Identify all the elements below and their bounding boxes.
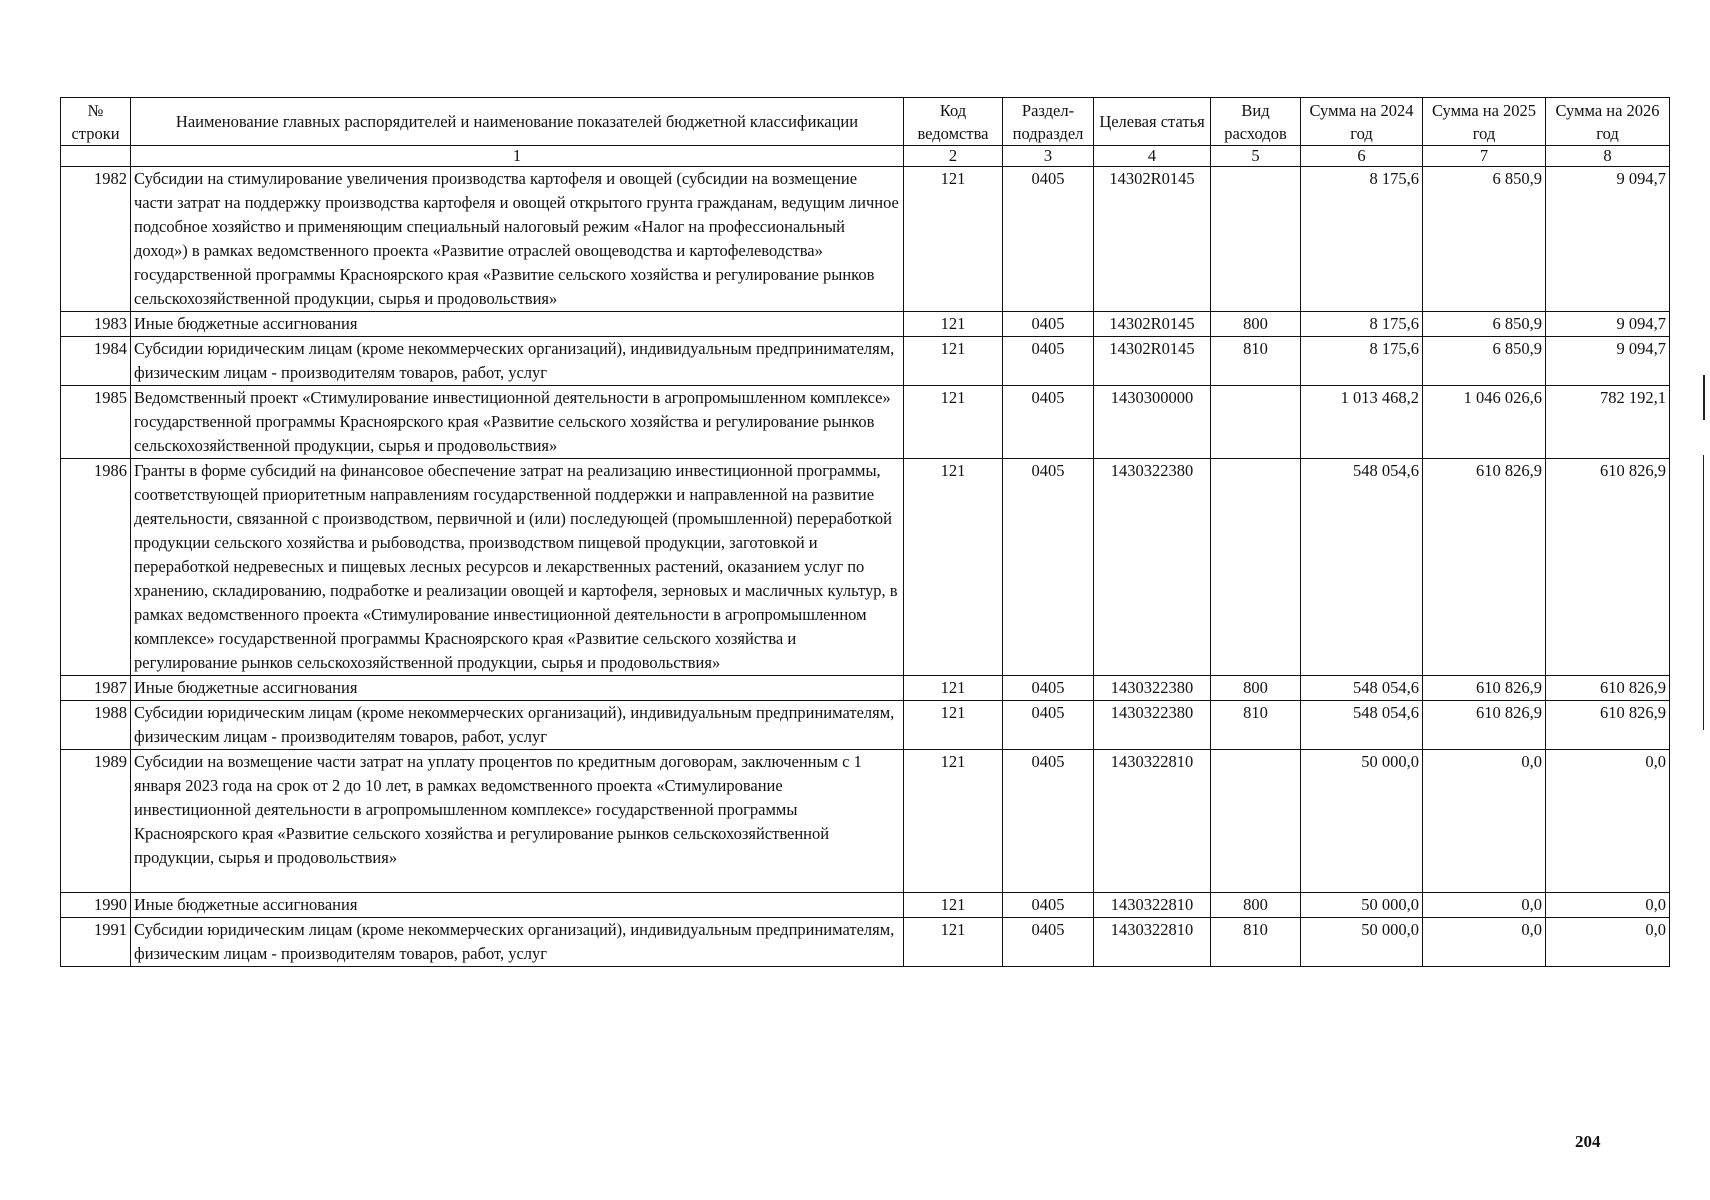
row-name: Иные бюджетные ассигнования — [131, 312, 904, 337]
row-number: 1986 — [61, 459, 131, 676]
row-name: Иные бюджетные ассигнования — [131, 893, 904, 918]
row-name: Субсидии на стимулирование увеличения производства картофеля и овощей (субсидии на возмещение части затрат на поддержку производства картофеля и овощей открытого грунта гражданам, ведущим личное подсобное хозяйство и применяющим специальный налоговый режим «Налог на профессиональный доход») в рамках ведомственного проекта «Развитие отраслей овощеводства и картофелеводства» государственной программы Красноярского края «Развитие сельского хозяйства и регулирование рынков сельскохозяйственной продукции, сырья и продовольствия» — [131, 167, 904, 312]
row-sum-2024: 8 175,6 — [1301, 312, 1423, 337]
header-row-no: № строки — [61, 98, 131, 146]
row-sum-2025: 610 826,9 — [1423, 701, 1546, 750]
row-target-article: 1430322810 — [1094, 750, 1211, 893]
row-name: Субсидии юридическим лицам (кроме некоммерческих организаций), индивидуальным предпринимателям, физическим лицам - производителям товаров, работ, услуг — [131, 701, 904, 750]
row-sum-2024: 8 175,6 — [1301, 167, 1423, 312]
row-number: 1983 — [61, 312, 131, 337]
row-sum-2024: 50 000,0 — [1301, 893, 1423, 918]
header-section: Раздел-подраздел — [1003, 98, 1094, 146]
row-target-article: 1430322380 — [1094, 459, 1211, 676]
header-sum-2024: Сумма на 2024 год — [1301, 98, 1423, 146]
row-expense-type: 810 — [1211, 918, 1301, 967]
row-section: 0405 — [1003, 750, 1094, 893]
row-target-article: 14302R0145 — [1094, 312, 1211, 337]
row-sum-2026: 0,0 — [1546, 750, 1670, 893]
table-row — [61, 893, 1670, 918]
row-expense-type: 800 — [1211, 893, 1301, 918]
row-sum-2024: 50 000,0 — [1301, 750, 1423, 893]
row-target-article: 14302R0145 — [1094, 337, 1211, 386]
row-number: 1982 — [61, 167, 131, 312]
header-target-article: Целевая статья — [1094, 98, 1211, 146]
row-sum-2024: 50 000,0 — [1301, 918, 1423, 967]
row-dept-code: 121 — [904, 918, 1003, 967]
row-number: 1985 — [61, 386, 131, 459]
row-number: 1988 — [61, 701, 131, 750]
budget-table — [60, 97, 1670, 967]
row-sum-2026: 9 094,7 — [1546, 312, 1670, 337]
row-number: 1990 — [61, 893, 131, 918]
table-row — [61, 337, 1670, 386]
row-sum-2024: 548 054,6 — [1301, 459, 1423, 676]
row-sum-2025: 6 850,9 — [1423, 167, 1546, 312]
header-expense-type: Вид расходов — [1211, 98, 1301, 146]
table-row — [61, 750, 1670, 893]
row-dept-code: 121 — [904, 676, 1003, 701]
row-sum-2024: 8 175,6 — [1301, 337, 1423, 386]
row-sum-2026: 9 094,7 — [1546, 167, 1670, 312]
row-sum-2025: 610 826,9 — [1423, 459, 1546, 676]
row-name: Гранты в форме субсидий на финансовое обеспечение затрат на реализацию инвестиционной программы, соответствующей приоритетным направлениям государственной поддержки и направленной на развитие деятельности, связанной с производством, первичной и (или) последующей (промышленной) переработкой продукции сельского хозяйства и рыбоводства, производством пищевой продукции, заготовкой и переработкой недревесных и пищевых лесных ресурсов и лекарственных растений, оказанием услуг по хранению, складированию, подработке и реализации овощей и картофеля, зерновых и масличных культур, в рамках ведомственного проекта «Стимулирование инвестиционной деятельности в агропромышленном комплексе» государственной программы Красноярского края «Развитие сельского хозяйства и регулирование рынков сельскохозяйственной продукции, сырья и продовольствия» — [131, 459, 904, 676]
row-target-article: 14302R0145 — [1094, 167, 1211, 312]
row-target-article: 1430322810 — [1094, 893, 1211, 918]
scan-edge-mark — [1703, 455, 1704, 730]
row-dept-code: 121 — [904, 167, 1003, 312]
row-sum-2026: 782 192,1 — [1546, 386, 1670, 459]
column-number: 8 — [1546, 146, 1670, 167]
table-body — [61, 167, 1670, 967]
row-section: 0405 — [1003, 167, 1094, 312]
row-section: 0405 — [1003, 676, 1094, 701]
row-dept-code: 121 — [904, 893, 1003, 918]
row-section: 0405 — [1003, 337, 1094, 386]
header-sum-2025: Сумма на 2025 год — [1423, 98, 1546, 146]
table-row — [61, 676, 1670, 701]
row-sum-2026: 9 094,7 — [1546, 337, 1670, 386]
row-number: 1991 — [61, 918, 131, 967]
row-sum-2026: 0,0 — [1546, 893, 1670, 918]
row-sum-2025: 0,0 — [1423, 918, 1546, 967]
table-header — [61, 98, 1670, 167]
row-number: 1984 — [61, 337, 131, 386]
row-expense-type: 810 — [1211, 701, 1301, 750]
row-expense-type: 800 — [1211, 312, 1301, 337]
row-expense-type — [1211, 167, 1301, 312]
table-row — [61, 701, 1670, 750]
row-dept-code: 121 — [904, 459, 1003, 676]
header-row — [61, 98, 1670, 146]
row-section: 0405 — [1003, 386, 1094, 459]
row-sum-2024: 548 054,6 — [1301, 701, 1423, 750]
row-number: 1987 — [61, 676, 131, 701]
row-expense-type — [1211, 386, 1301, 459]
header-dept-code: Код ведомства — [904, 98, 1003, 146]
row-target-article: 1430300000 — [1094, 386, 1211, 459]
row-name: Субсидии юридическим лицам (кроме некоммерческих организаций), индивидуальным предпринимателям, физическим лицам - производителям товаров, работ, услуг — [131, 918, 904, 967]
row-sum-2026: 610 826,9 — [1546, 676, 1670, 701]
column-number: 5 — [1211, 146, 1301, 167]
row-section: 0405 — [1003, 918, 1094, 967]
row-sum-2025: 6 850,9 — [1423, 337, 1546, 386]
row-section: 0405 — [1003, 701, 1094, 750]
table-row — [61, 459, 1670, 676]
row-target-article: 1430322380 — [1094, 676, 1211, 701]
row-expense-type: 810 — [1211, 337, 1301, 386]
column-number: 1 — [131, 146, 904, 167]
row-sum-2026: 0,0 — [1546, 918, 1670, 967]
row-target-article: 1430322810 — [1094, 918, 1211, 967]
row-dept-code: 121 — [904, 312, 1003, 337]
row-expense-type — [1211, 750, 1301, 893]
row-expense-type — [1211, 459, 1301, 676]
table-row — [61, 386, 1670, 459]
scan-edge-mark — [1703, 375, 1705, 420]
row-sum-2025: 1 046 026,6 — [1423, 386, 1546, 459]
row-name: Ведомственный проект «Стимулирование инвестиционной деятельности в агропромышленном комплексе» государственной программы Красноярского края «Развитие сельского хозяйства и регулирование рынков сельскохозяйственной продукции, сырья и продовольствия» — [131, 386, 904, 459]
page-number: 204 — [1575, 1132, 1601, 1151]
row-dept-code: 121 — [904, 337, 1003, 386]
table-row — [61, 167, 1670, 312]
column-number: 3 — [1003, 146, 1094, 167]
row-dept-code: 121 — [904, 386, 1003, 459]
header-name: Наименование главных распорядителей и наименование показателей бюджетной классификации — [131, 98, 904, 146]
row-sum-2026: 610 826,9 — [1546, 459, 1670, 676]
column-numbers-row — [61, 146, 1670, 167]
row-section: 0405 — [1003, 893, 1094, 918]
row-sum-2025: 6 850,9 — [1423, 312, 1546, 337]
row-sum-2025: 0,0 — [1423, 750, 1546, 893]
row-target-article: 1430322380 — [1094, 701, 1211, 750]
row-sum-2026: 610 826,9 — [1546, 701, 1670, 750]
table-row — [61, 312, 1670, 337]
row-sum-2024: 1 013 468,2 — [1301, 386, 1423, 459]
row-sum-2025: 0,0 — [1423, 893, 1546, 918]
row-name: Иные бюджетные ассигнования — [131, 676, 904, 701]
row-expense-type: 800 — [1211, 676, 1301, 701]
row-name: Субсидии на возмещение части затрат на уплату процентов по кредитным договорам, заключенным с 1 января 2023 года на срок от 2 до 10 лет, в рамках ведомственного проекта «Стимулирование инвестиционной деятельности в агропромышленном комплексе» государственной программы Красноярского края «Развитие сельского хозяйства и регулирование рынков сельскохозяйственной продукции, сырья и продовольствия» — [131, 750, 904, 893]
column-number: 7 — [1423, 146, 1546, 167]
row-section: 0405 — [1003, 312, 1094, 337]
column-number — [61, 146, 131, 167]
column-number: 2 — [904, 146, 1003, 167]
row-dept-code: 121 — [904, 701, 1003, 750]
row-dept-code: 121 — [904, 750, 1003, 893]
row-sum-2025: 610 826,9 — [1423, 676, 1546, 701]
row-number: 1989 — [61, 750, 131, 893]
header-sum-2026: Сумма на 2026 год — [1546, 98, 1670, 146]
row-sum-2024: 548 054,6 — [1301, 676, 1423, 701]
table-row — [61, 918, 1670, 967]
row-name: Субсидии юридическим лицам (кроме некоммерческих организаций), индивидуальным предпринимателям, физическим лицам - производителям товаров, работ, услуг — [131, 337, 904, 386]
row-section: 0405 — [1003, 459, 1094, 676]
column-number: 4 — [1094, 146, 1211, 167]
column-number: 6 — [1301, 146, 1423, 167]
